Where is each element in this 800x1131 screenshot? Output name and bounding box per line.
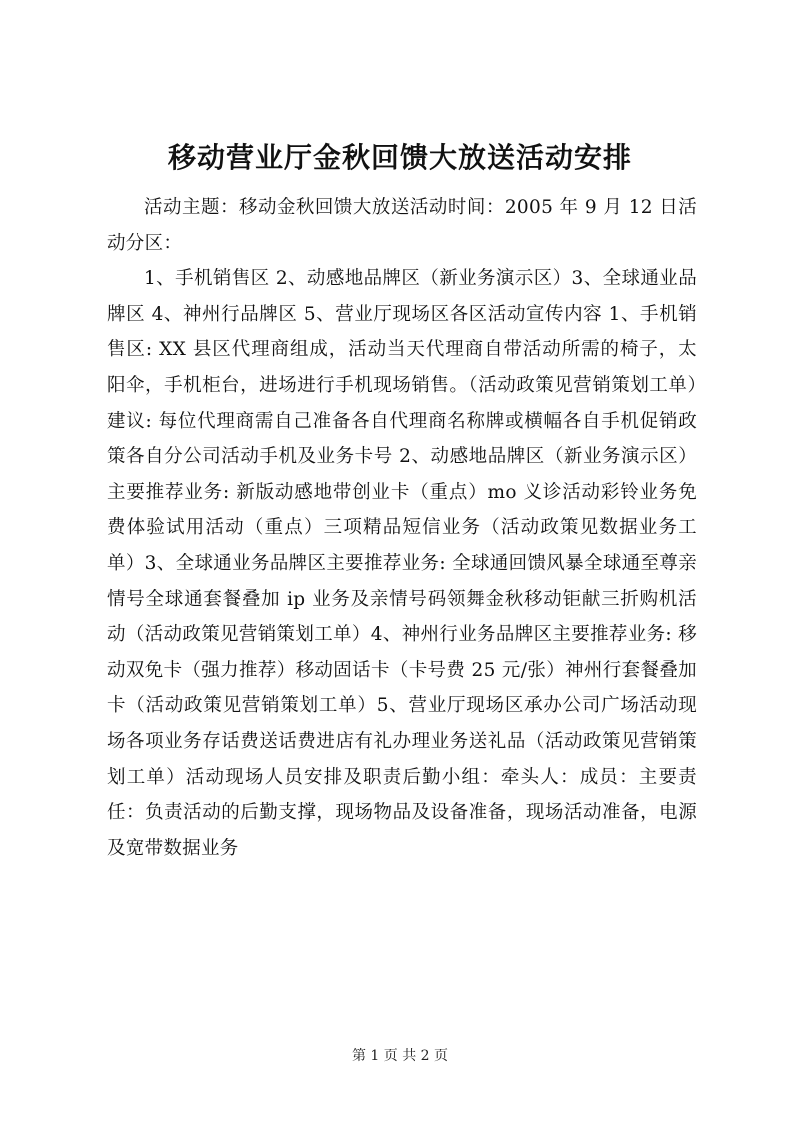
document-body xyxy=(107,190,697,866)
paragraph-activity-zones: 1、手机销售区 2、动感地品牌区（新业务演示区）3、全球通业品牌区 4、神州行品牌区 5、营业厅现场区各区活动宣传内容 1、手机销售区: XX 县区代理商组成，活动当天代理商自带活动所需的椅子，太阳伞，手机柜台，进场进行手机现场销售。（活动政策见营销策划工单）建议: 每位代理商需自己准备各自代理商名称牌或横幅各自手机促销政策各自分公司活动手机及业务卡号 2、动感地品牌区（新业务演示区）主要推荐业务: 新版动感地带创业卡（重点）mo 义诊活动彩铃业务免费体验试用活动（重点）三项精品短信业务（活动政策见数据业务工单）3、全球通业务品牌区主要推荐业务: 全球通回馈风暴全球通至尊亲情号全球通套餐叠加 ip 业务及亲情号码领舞金秋移动钜献三折购机活动（活动政策见营销策划工单）4、神州行业务品牌区主要推荐业务: 移动双免卡（强力推荐）移动固话卡（卡号费 25 元/张）神州行套餐叠加卡（活动政策见营销策划工单）5、营业厅现场区承办公司广场活动现场各项业务存话费送话费进店有礼办理业务送礼品（活动政策见营销策划工单）活动现场人员安排及职责后勤小组：牵头人：成员：主要责任：负责活动的后勤支撑，现场物品及设备准备，现场活动准备，电源及宽带数据业务 xyxy=(107,268,697,859)
paragraph-activity-theme: 活动主题：移动金秋回馈大放送活动时间：2005 年 9 月 12 日活动分区： xyxy=(107,197,697,254)
page-footer: 第 1 页 共 2 页 xyxy=(351,1048,449,1064)
document-title: 移动营业厅金秋回馈大放送活动安排 xyxy=(167,141,632,174)
